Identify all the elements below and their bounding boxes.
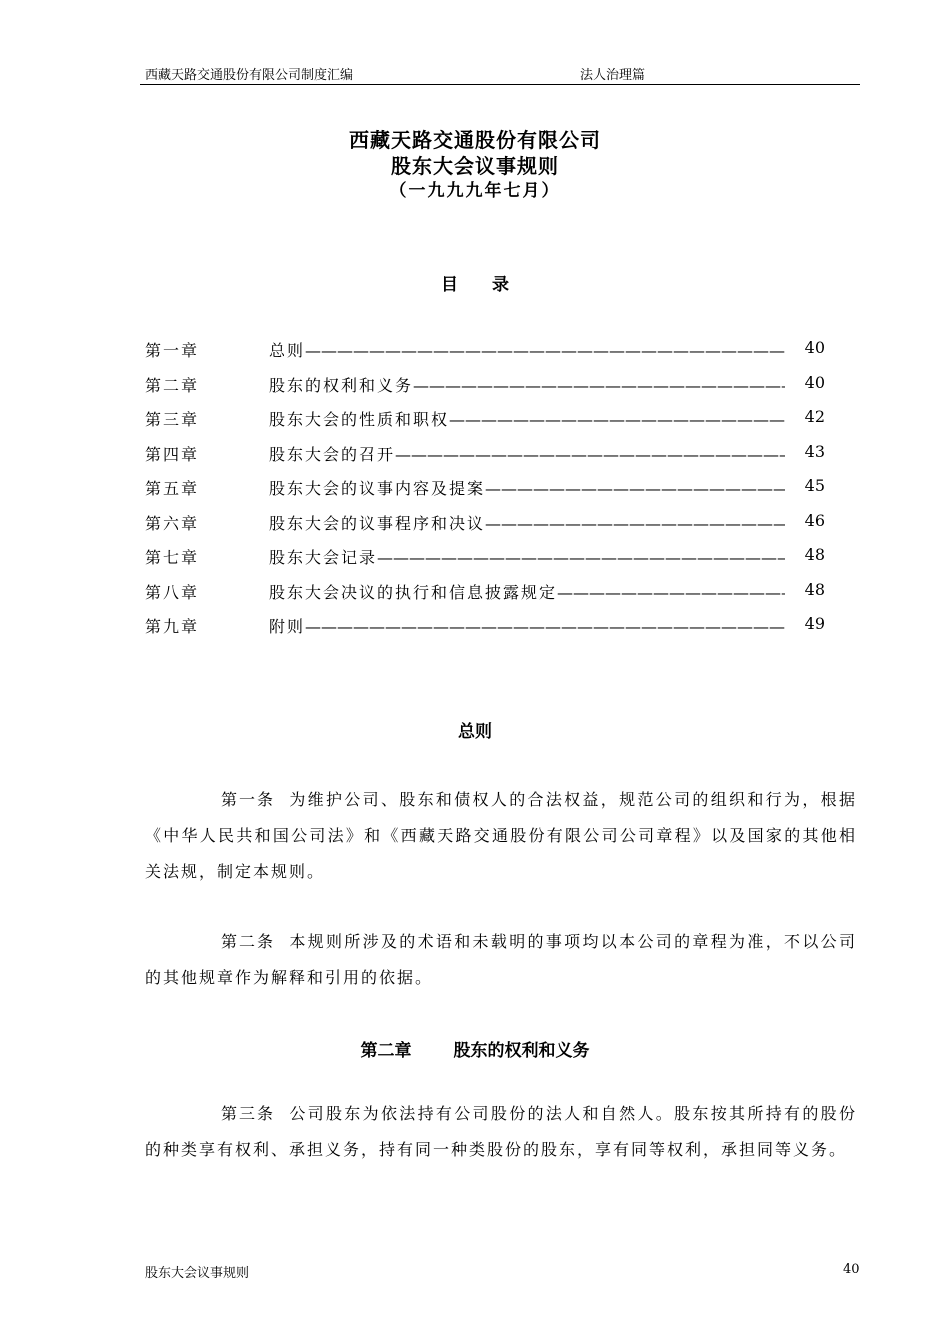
toc-label: 股东大会决议的执行和信息披露规定 —————: [269, 580, 785, 603]
document-title-rules: 股东大会议事规则: [391, 154, 559, 178]
toc-chapter: 第九章: [145, 617, 200, 636]
chapter-heading: [0, 1036, 950, 1061]
running-header-title: 西藏天路交通股份有限公司制度汇编: [145, 68, 354, 83]
table-of-contents: [145, 338, 825, 649]
toc-entry[interactable]: [145, 580, 825, 615]
toc-label: 总则 —————: [269, 338, 785, 361]
toc-entry[interactable]: [145, 511, 825, 546]
toc-label: 股东大会记录 —————: [269, 545, 785, 568]
running-header-section: 法人治理篇: [580, 68, 646, 83]
document-title-company: 西藏天路交通股份有限公司: [349, 128, 601, 152]
toc-entry[interactable]: [145, 442, 825, 477]
article-paragraph: [145, 1096, 857, 1168]
toc-heading: 目 录: [441, 275, 509, 295]
toc-page: 40: [804, 372, 825, 392]
toc-label: 附则 —————: [269, 614, 785, 637]
toc-chapter: 第五章: [145, 479, 200, 498]
toc-page: 45: [804, 476, 825, 495]
document-date: （一九九九年七月）: [389, 181, 561, 201]
toc-page: 40: [804, 338, 825, 357]
toc-label: 股东大会的议事程序和决议 —————: [269, 511, 785, 534]
toc-chapter: 第八章: [145, 582, 200, 602]
section-heading-general: 总则: [458, 722, 492, 742]
article-text: 为维护公司、股东和债权人的合法权益，规范公司的组织和行为，根据《中华人民共和国公司法》和《西藏天路交通股份有限公司公司章程》以及国家的其他相关法规，制定本规则。: [145, 790, 857, 881]
footer-title: 股东大会议事规则: [145, 1266, 250, 1281]
article-paragraph: [145, 924, 857, 996]
chapter-title: 股东的权利和义务: [453, 1041, 590, 1061]
toc-page: 48: [804, 579, 825, 599]
toc-page: 48: [804, 545, 825, 564]
article-paragraph: [145, 782, 857, 890]
footer-page-number: 40: [843, 1262, 860, 1277]
article-number: 第一条: [221, 790, 276, 809]
article-number: 第二条: [221, 932, 276, 951]
toc-chapter: 第三章: [145, 410, 200, 429]
toc-label: 股东大会的议事内容及提案 —————: [269, 476, 785, 499]
toc-label: 股东大会的性质和职权 —————: [269, 407, 785, 430]
article-number: 第三条: [221, 1104, 276, 1123]
toc-chapter: 第二章: [145, 375, 200, 395]
toc-chapter: 第一章: [145, 341, 200, 360]
toc-chapter: 第七章: [145, 548, 200, 567]
toc-entry[interactable]: [145, 476, 825, 511]
toc-entry[interactable]: [145, 407, 825, 442]
article-text: 本规则所涉及的术语和未载明的事项均以本公司的章程为准，不以公司的其他规章作为解释和引用的依据。: [145, 932, 857, 987]
toc-page: 42: [804, 407, 825, 426]
toc-chapter: 第四章: [145, 444, 200, 464]
toc-entry[interactable]: [145, 545, 825, 580]
article-text: 公司股东为依法持有公司股份的法人和自然人。股东按其所持有的股份的种类享有权利、承担义务，持有同一种类股份的股东，享有同等权利，承担同等义务。: [145, 1104, 857, 1159]
toc-entry[interactable]: [145, 614, 825, 649]
toc-page: 46: [804, 510, 825, 530]
toc-page: 49: [804, 614, 825, 633]
toc-label: 股东大会的召开 —————: [269, 442, 785, 465]
toc-entry[interactable]: [145, 338, 825, 373]
toc-label: 股东的权利和义务 —————: [269, 373, 785, 396]
header-rule: [140, 84, 860, 85]
chapter-number: 第二章: [360, 1041, 412, 1061]
toc-chapter: 第六章: [145, 513, 200, 533]
toc-page: 43: [804, 441, 825, 461]
toc-entry[interactable]: [145, 373, 825, 408]
